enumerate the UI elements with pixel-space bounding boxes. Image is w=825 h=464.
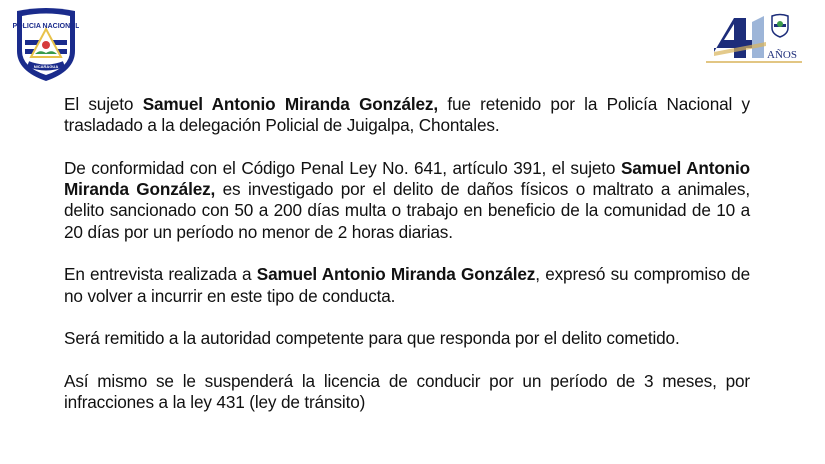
text-span: De conformidad con el Código Penal Ley No. 641, artículo 391, el sujeto	[64, 157, 621, 178]
suspect-name: Samuel Antonio Miranda González,	[64, 157, 750, 200]
policia-nacional-logo	[13, 7, 79, 83]
text-span: En entrevista realizada a	[64, 264, 257, 285]
text-span: Así mismo se le suspenderá la licencia de conducir por un período de 3 meses, por infracciones a la ley 431 (ley de tránsito)	[64, 370, 750, 413]
policia-nacional-shield-icon	[13, 7, 79, 83]
press-release-body	[64, 94, 750, 435]
41-anos-logo	[706, 12, 802, 64]
svg-text:AÑOS: AÑOS	[767, 49, 797, 61]
svg-text:POLICIA NACIONAL: POLICIA NACIONAL	[13, 23, 79, 30]
paragraph-detention	[64, 94, 750, 137]
paragraph-referral	[64, 328, 750, 349]
suspect-name: Samuel Antonio Miranda González	[256, 264, 536, 285]
text-span: Será remitido a la autoridad competente para que responda por el delito cometido.	[64, 328, 680, 349]
text-span: es investigado por el delito de daños físicos o maltrato a animales, delito sancionado con 50 a 200 días multa o trabajo en beneficio de la comunidad de 10 a 20 días por un período no menor de 2 horas diarias.	[64, 179, 750, 242]
paragraph-license-suspension	[64, 371, 750, 414]
text-span: , expresó su compromiso de no volver a incurrir en este tipo de conducta.	[64, 264, 750, 306]
svg-text:NICARAGUA: NICARAGUA	[33, 64, 59, 69]
suspect-name: Samuel Antonio Miranda González,	[142, 94, 438, 114]
text-span: fue retenido por la Policía Nacional y trasladado a la delegación Policial de Juigalpa, Chontales.	[64, 94, 750, 136]
text-span: El sujeto	[64, 94, 143, 114]
paragraph-legal-basis	[64, 158, 750, 243]
41-anos-anniversary-icon	[706, 12, 802, 64]
paragraph-interview	[64, 264, 750, 307]
